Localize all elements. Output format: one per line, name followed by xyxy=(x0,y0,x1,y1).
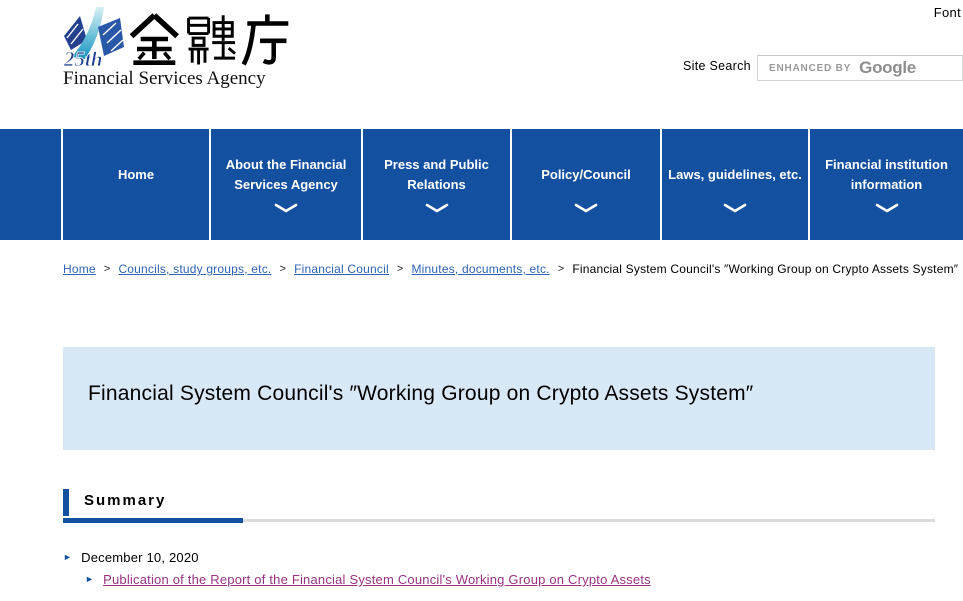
date-text: December 10, 2020 xyxy=(81,550,199,565)
nav-label: Press and Public Relations xyxy=(384,156,489,192)
nav-item-laws-guidelines[interactable] xyxy=(662,129,810,240)
nav-label: About the Financial Services Agency xyxy=(225,156,347,192)
list-item-report-link xyxy=(85,572,651,587)
breadcrumb-link-minutes-documents[interactable]: Minutes, documents, etc. xyxy=(411,262,550,276)
google-branding: Google xyxy=(859,58,916,77)
breadcrumb-current: Financial System Council's ″Working Group on Crypto Assets System″ xyxy=(572,262,959,276)
nav-item-press-public-relations[interactable] xyxy=(363,129,512,240)
nav-label: Laws, guidelines, etc. xyxy=(668,166,802,182)
nav-label: Financial institution information xyxy=(825,156,948,192)
logo-subtitle: Financial Services Agency xyxy=(63,68,266,89)
chevron-down-icon xyxy=(875,203,899,213)
page-title: Financial System Council's ″Working Group on Crypto Assets System″ xyxy=(88,382,754,405)
enhanced-by-text: ENHANCED BY xyxy=(769,62,852,74)
page-title-band xyxy=(63,347,935,450)
list-item-date xyxy=(63,550,199,565)
breadcrumb-separator: > xyxy=(103,263,111,275)
font-size-control[interactable]: Font xyxy=(933,5,961,20)
nav-item-financial-institution-information[interactable] xyxy=(810,129,963,240)
summary-divider-track xyxy=(243,519,935,522)
breadcrumb-link-financial-council[interactable]: Financial Council xyxy=(294,262,389,276)
nav-item-policy-council[interactable] xyxy=(512,129,662,240)
chevron-down-icon xyxy=(574,203,598,213)
chevron-down-icon xyxy=(425,203,449,213)
summary-heading-bar xyxy=(63,489,69,516)
logo-25th-badge: 25th xyxy=(64,47,103,71)
breadcrumb-separator: > xyxy=(279,263,287,275)
breadcrumb xyxy=(63,262,959,276)
nav-spacer xyxy=(0,129,63,240)
triangle-bullet-icon: ► xyxy=(85,574,95,584)
breadcrumb-separator: > xyxy=(396,263,404,275)
site-search-label: Site Search xyxy=(683,59,751,73)
nav-label: Policy/Council xyxy=(541,166,631,182)
nav-item-home[interactable] xyxy=(63,129,211,240)
logo-kanji-kinyucho xyxy=(127,10,295,70)
site-search-input[interactable] xyxy=(757,55,963,81)
summary-divider xyxy=(63,518,935,523)
breadcrumb-link-home[interactable]: Home xyxy=(63,262,96,276)
chevron-down-icon xyxy=(274,203,298,213)
report-publication-link[interactable]: Publication of the Report of the Financial System Council's Working Group on Crypto Assets xyxy=(103,572,651,587)
nav-item-about-fsa[interactable] xyxy=(211,129,363,240)
summary-heading: Summary xyxy=(84,492,167,509)
fsa-logo[interactable] xyxy=(63,7,303,87)
fsa-25th-anniversary-logo-icon xyxy=(63,7,125,73)
breadcrumb-separator: > xyxy=(557,263,565,275)
summary-divider-accent xyxy=(63,518,243,523)
global-nav xyxy=(0,129,963,240)
nav-label: Home xyxy=(117,166,155,182)
breadcrumb-link-councils[interactable]: Councils, study groups, etc. xyxy=(118,262,272,276)
triangle-bullet-icon: ► xyxy=(63,552,73,562)
chevron-down-icon xyxy=(723,203,747,213)
